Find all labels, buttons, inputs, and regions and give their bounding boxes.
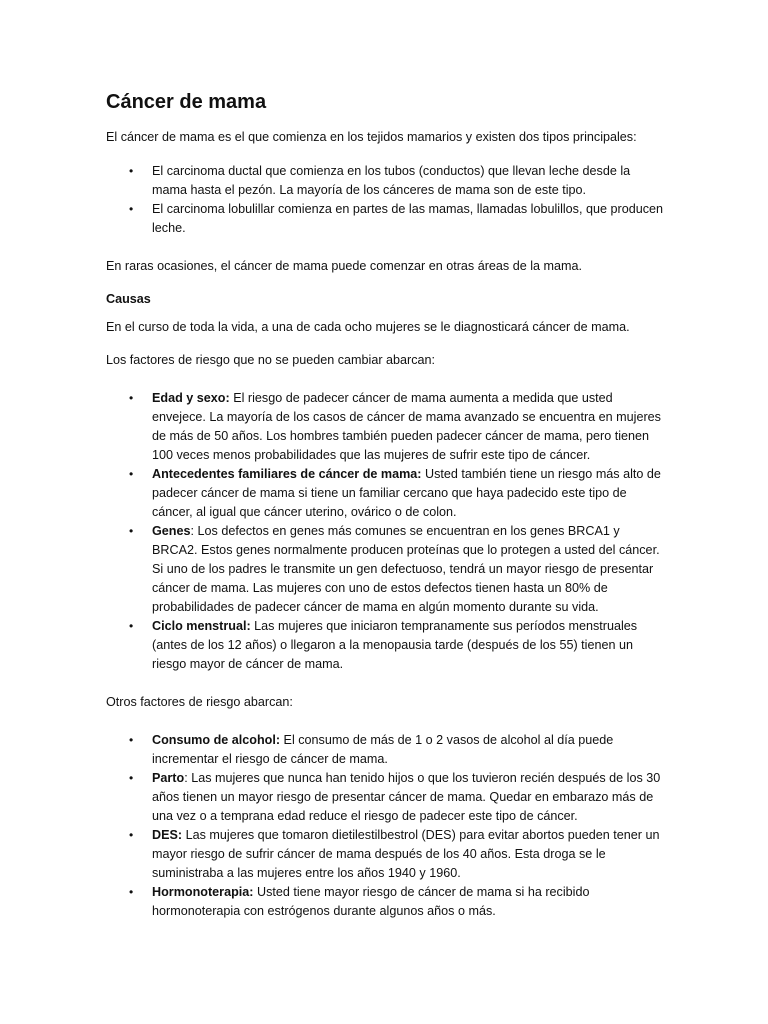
- types-list: [106, 162, 668, 238]
- bullet-icon: •: [129, 202, 134, 216]
- list-item: [129, 162, 668, 200]
- list-item: [129, 883, 668, 921]
- list-item-label: Antecedentes familiares de cáncer de mama:: [152, 467, 422, 481]
- list-item-text: Las mujeres que tomaron dietilestilbestrol (DES) para evitar abortos pueden tener un mayor riesgo de sufrir cáncer de mama después de los 40 años. Esta droga se le suministraba a las mujeres entre los años 1940 y 1960.: [152, 828, 660, 880]
- list-item: [129, 617, 668, 674]
- list-item: [129, 522, 668, 617]
- list-item: [129, 769, 668, 826]
- list-item-label: Hormonoterapia:: [152, 885, 254, 899]
- list-item-text: : Las mujeres que nunca han tenido hijos o que los tuvieron recién después de los 30 años tienen un mayor riesgo de presentar cáncer de mama. Quedar en embarazo más de una vez o a temprana edad reduce el riesgo de padecer este tipo de cáncer.: [152, 771, 661, 823]
- page-title: Cáncer de mama: [106, 91, 267, 113]
- bullet-icon: •: [129, 467, 134, 481]
- causes-paragraph: En el curso de toda la vida, a una de cada ocho mujeres se le diagnosticará cáncer de mama.: [106, 320, 630, 334]
- causes-heading: Causas: [106, 292, 151, 306]
- bullet-icon: •: [129, 524, 134, 538]
- bullet-icon: •: [129, 828, 134, 842]
- fixed-factors-intro: Los factores de riesgo que no se pueden cambiar abarcan:: [106, 353, 436, 367]
- list-item-label: DES:: [152, 828, 183, 842]
- list-item-text: El consumo de más de 1 o 2 vasos de alcohol al día puede incrementar el riesgo de cáncer de mama.: [152, 733, 614, 766]
- intro-paragraph: El cáncer de mama es el que comienza en los tejidos mamarios y existen dos tipos principales:: [106, 130, 637, 144]
- bullet-icon: •: [129, 885, 134, 899]
- list-item-text: El riesgo de padecer cáncer de mama aumenta a medida que usted envejece. La mayoría de los casos de cáncer de mama avanzado se encuentra en mujeres de más de 50 años. Los hombres también pueden padecer cáncer de mama, pero tienen 100 veces menos probabilidades que las mujeres de sufrir este tipo de cáncer.: [152, 391, 661, 462]
- bullet-icon: •: [129, 733, 134, 747]
- list-item: [129, 731, 668, 769]
- list-item: [129, 200, 668, 238]
- list-item-text: Las mujeres que iniciaron tempranamente sus períodos menstruales (antes de los 12 años) o llegaron a la menopausia tarde (después de los 55) tienen un riesgo mayor de cáncer de mama.: [152, 619, 638, 671]
- list-item: [129, 465, 668, 522]
- rare-paragraph: En raras ocasiones, el cáncer de mama puede comenzar en otras áreas de la mama.: [106, 259, 583, 273]
- list-item-text: : Los defectos en genes más comunes se encuentran en los genes BRCA1 y BRCA2. Estos genes normalmente producen proteínas que lo protegen a usted del cáncer. Si uno de los padres le transmite un gen defectuoso, tendrá un mayor riesgo de presentar cáncer de mama. Las mujeres con uno de estos defectos tienen hasta un 80% de probabilidades de padecer cáncer de mama en algún momento durante su vida.: [152, 524, 660, 614]
- list-item-label: Genes: [152, 524, 191, 538]
- list-item-text: El carcinoma lobulillar comienza en partes de las mamas, llamadas lobulillos, que producen leche.: [152, 202, 664, 235]
- list-item-label: Consumo de alcohol:: [152, 733, 281, 747]
- list-item: [129, 826, 668, 883]
- other-factors-list: [106, 731, 668, 921]
- list-item-label: Edad y sexo:: [152, 391, 230, 405]
- list-item-text: El carcinoma ductal que comienza en los tubos (conductos) que llevan leche desde la mama hasta el pezón. La mayoría de los cánceres de mama son de este tipo.: [152, 164, 631, 197]
- other-factors-intro: Otros factores de riesgo abarcan:: [106, 695, 293, 709]
- bullet-icon: •: [129, 771, 134, 785]
- list-item-label: Ciclo menstrual:: [152, 619, 251, 633]
- list-item-text: Usted también tiene un riesgo más alto de padecer cáncer de mama si tiene un familiar cercano que haya padecido este tipo de cáncer, al igual que cáncer uterino, ovárico o de colon.: [152, 467, 661, 519]
- list-item-text: Usted tiene mayor riesgo de cáncer de mama si ha recibido hormonoterapia con estrógenos durante algunos años o más.: [152, 885, 590, 918]
- bullet-icon: •: [129, 619, 134, 633]
- bullet-icon: •: [129, 391, 134, 405]
- list-item-label: Parto: [152, 771, 185, 785]
- list-item: [129, 389, 668, 465]
- fixed-factors-list: [106, 389, 668, 674]
- bullet-icon: •: [129, 164, 134, 178]
